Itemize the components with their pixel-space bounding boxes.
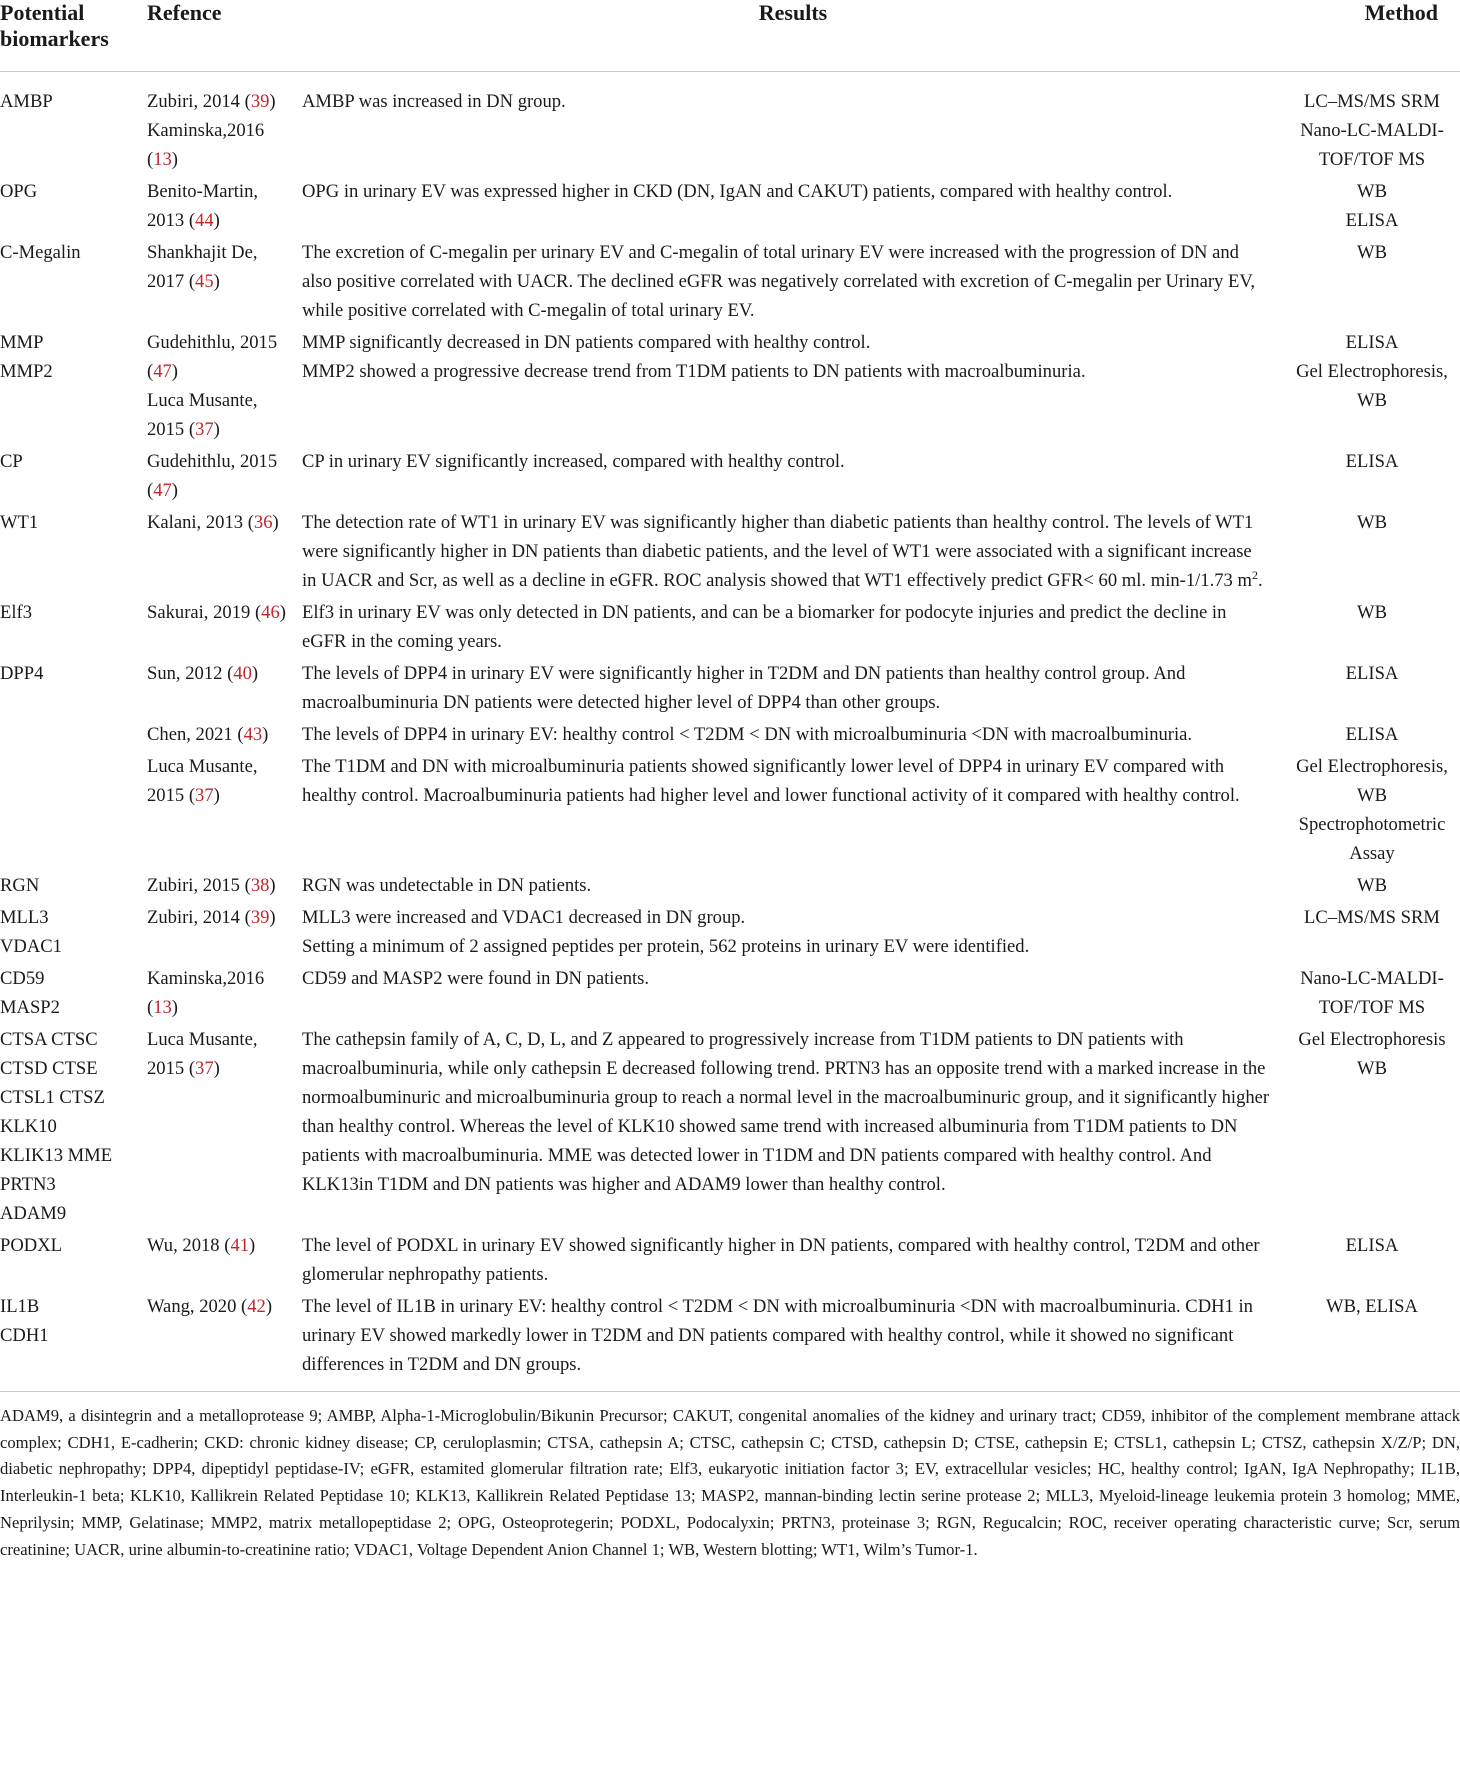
reference-cell [147,720,302,752]
results-sentence: CD59 and MASP2 were found in DN patients. [302,968,650,989]
biomarker-cell [0,964,147,1025]
method-cell [1284,903,1460,964]
reference-citation: Benito-Martin, 2013 (44) [147,181,259,231]
table-body [0,72,1460,1392]
reference-citation: Sun, 2012 (40) [147,663,259,684]
biomarker-name: Elf3 [0,602,33,623]
results-sentence: AMBP was increased in DN group. [302,91,566,112]
biomarker-name: KLK10 [0,1116,57,1137]
results-sentence: Setting a minimum of 2 assigned peptides per protein, 562 proteins in urinary EV were identified. [302,936,1030,957]
table-row [0,238,1460,328]
method-name: WB [1357,875,1387,896]
results-text [302,87,1270,116]
reference-author: Sakurai, 2019 [147,602,251,623]
reference-number-link[interactable]: 46 [261,602,280,623]
table-row [0,659,1460,720]
results-cell [302,177,1284,238]
reference-citation: Luca Musante, 2015 (37) [147,390,258,440]
method-cell [1284,508,1460,598]
results-sentence: The T1DM and DN with microalbuminuria patients showed significantly lower level of DPP4 in urinary EV compared with healthy control. Macroalbuminuria patients had higher level and lower functional activity of it compared with healthy control. [302,756,1240,806]
reference-number-link[interactable]: 40 [233,663,252,684]
biomarker-name: MMP [0,332,44,353]
reference-number-link[interactable]: 41 [230,1235,250,1256]
biomarker-cell [0,659,147,720]
results-cell [302,328,1284,447]
method-name: Spectrophotometric Assay [1298,814,1446,864]
results-text [302,871,1270,900]
biomarker-cell [0,72,147,178]
biomarker-name: CP [0,451,23,472]
results-cell [302,903,1284,964]
reference-citation: Wu, 2018 (41) [147,1235,256,1256]
reference-number-link[interactable]: 42 [247,1296,266,1317]
reference-citation: Sakurai, 2019 (46) [147,602,286,623]
reference-author: Zubiri, 2014 [147,907,240,928]
results-text [302,903,1270,932]
results-text [302,1292,1270,1379]
reference-cell [147,238,302,328]
results-text [302,659,1270,717]
method-name: ELISA [1345,663,1399,684]
reference-author: Gudehithlu, 2015 [147,451,278,472]
biomarker-cell [0,1025,147,1231]
reference-number-link[interactable]: 39 [250,907,270,928]
reference-number-link[interactable]: 36 [253,512,273,533]
reference-cell [147,1292,302,1392]
results-text [302,720,1270,749]
results-cell [302,964,1284,1025]
biomarker-name: C-Megalin [0,242,81,263]
method-name: ELISA [1345,451,1399,472]
reference-author: Gudehithlu, 2015 [147,332,278,353]
results-text [302,177,1270,206]
results-cell [302,871,1284,903]
results-cell [302,659,1284,720]
table-row [0,1025,1460,1231]
reference-author: Zubiri, 2014 [147,91,240,112]
reference-citation: Luca Musante, 2015 (37) [147,1029,258,1079]
method-name: Gel Electrophoresis, WB [1296,361,1448,411]
method-name: ELISA [1345,1235,1399,1256]
header-biomarkers: Potential biomarkers [0,0,147,72]
results-sentence: The levels of DPP4 in urinary EV: healthy control < T2DM < DN with microalbuminuria <DN with macroalbuminuria. [302,724,1193,745]
table-row [0,964,1460,1025]
reference-cell [147,1231,302,1292]
reference-cell [147,447,302,508]
reference-number-link[interactable]: 13 [153,997,172,1018]
header-results: Results [302,0,1284,72]
method-cell [1284,659,1460,720]
reference-citation: Luca Musante, 2015 (37) [147,756,258,806]
method-cell [1284,177,1460,238]
reference-author: Luca Musante, 2015 [147,390,258,440]
table-header [0,0,1460,72]
biomarker-name: CTSA CTSC [0,1029,98,1050]
reference-citation: Zubiri, 2015 (38) [147,875,276,896]
reference-number-link[interactable]: 45 [195,271,214,292]
reference-cell [147,328,302,447]
reference-number-link[interactable]: 39 [250,91,270,112]
results-cell [302,720,1284,752]
reference-cell [147,964,302,1025]
reference-author: Wang, 2020 [147,1296,237,1317]
results-text [302,1025,1270,1199]
biomarker-name: DPP4 [0,663,44,684]
table-row [0,720,1460,752]
reference-author: Luca Musante, 2015 [147,756,258,806]
results-cell [302,1231,1284,1292]
reference-number-link[interactable]: 47 [153,480,172,501]
table-row [0,598,1460,659]
results-cell [302,598,1284,659]
table-row [0,1231,1460,1292]
reference-cell [147,752,302,871]
method-name: ELISA [1345,724,1399,745]
results-sentence: CP in urinary EV significantly increased, compared with healthy control. [302,451,845,472]
method-cell [1284,1025,1460,1231]
biomarker-cell [0,720,147,752]
reference-author: Wu, 2018 [147,1235,220,1256]
reference-number-link[interactable]: 37 [195,419,214,440]
biomarker-name: VDAC1 [0,936,62,957]
reference-author: Benito-Martin, 2013 [147,181,259,231]
results-text [302,598,1270,656]
results-sentence: The level of PODXL in urinary EV showed significantly higher in DN patients, compared with healthy control, T2DM and other glomerular nephropathy patients. [302,1235,1260,1285]
biomarker-cell [0,598,147,659]
results-sentence: MMP2 showed a progressive decrease trend from T1DM patients to DN patients with macroalbuminuria. [302,361,1086,382]
reference-citation: Kaminska,2016 (13) [147,968,265,1018]
biomarker-name: CTSL1 CTSZ [0,1087,105,1108]
results-sentence: OPG in urinary EV was expressed higher in CKD (DN, IgAN and CAKUT) patients, compared with healthy control. [302,181,1173,202]
reference-author: Luca Musante, 2015 [147,1029,258,1079]
reference-number-link[interactable]: 38 [250,875,270,896]
method-cell [1284,1231,1460,1292]
table-row [0,177,1460,238]
biomarker-name: MMP2 [0,361,53,382]
results-cell [302,508,1284,598]
reference-author: Sun, 2012 [147,663,223,684]
reference-cell [147,659,302,720]
table-row [0,508,1460,598]
results-cell [302,447,1284,508]
table-row [0,447,1460,508]
method-name: ELISA [1345,332,1399,353]
results-tail: . [1257,570,1263,591]
results-sentence: Elf3 in urinary EV was only detected in DN patients, and can be a biomarker for podocyte injuries and predict the decline in eGFR in the coming years. [302,602,1227,652]
header-reference: Refence [147,0,302,72]
results-sentence: MMP significantly decreased in DN patients compared with healthy control. [302,332,871,353]
results-cell [302,1025,1284,1231]
results-sentence: The level of IL1B in urinary EV: healthy control < T2DM < DN with microalbuminuria <DN with macroalbuminuria. CDH1 in urinary EV showed markedly lower in T2DM and DN patients compared with healthy control, while it showed no significant differences in T2DM and DN groups. [302,1296,1253,1375]
reference-number-link[interactable]: 43 [243,724,263,745]
results-text [302,1231,1270,1289]
reference-author: Shankhajit De, 2017 [147,242,258,292]
biomarker-name: OPG [0,181,38,202]
header-method: Method [1284,0,1460,72]
reference-author: Kaminska,2016 [147,120,265,141]
results-sentence: The cathepsin family of A, C, D, L, and Z appeared to progressively increase from T1DM patients to DN patients with macroalbuminuria, while only cathepsin E decreased following trend. PRTN3 has an opposite trend with a marked increase in the normoalbuminuric and microalbuminuria group to reach a normal level in the macroalbuminuric group, and it significantly higher than healthy control. Whereas the level of KLK10 showed same trend with increased albuminuria from T1DM patients to DN patients with macroalbuminuria. MME was detected lower in T1DM and DN patients compared with healthy control. And KLK13in T1DM and DN patients was higher and ADAM9 lower than healthy control. [302,1029,1270,1195]
reference-citation: Wang, 2020 (42) [147,1296,273,1317]
method-cell [1284,720,1460,752]
results-cell [302,72,1284,178]
results-sentence: RGN was undetectable in DN patients. [302,875,592,896]
biomarker-name: WT1 [0,512,39,533]
table-row [0,72,1460,178]
method-name: Nano-LC-MALDI-TOF/TOF MS [1300,120,1444,170]
results-cell [302,238,1284,328]
results-sentence: The excretion of C-megalin per urinary EV and C-megalin of total urinary EV were increased with the progression of DN and also positive correlated with UACR. The declined eGFR was negatively correlated with excretion of C-megalin per Urinary EV, while positive correlated with C-megalin of total urinary EV. [302,242,1256,321]
biomarker-cell [0,328,147,447]
results-text [302,238,1270,325]
reference-cell [147,177,302,238]
header-row [0,0,1460,72]
table-row [0,752,1460,871]
table-row [0,871,1460,903]
biomarker-cell [0,752,147,871]
reference-cell [147,508,302,598]
reference-number-link[interactable]: 47 [153,361,172,382]
method-cell [1284,328,1460,447]
reference-citation: Gudehithlu, 2015 (47) [147,332,278,382]
biomarker-cell [0,871,147,903]
reference-author: Zubiri, 2015 [147,875,240,896]
results-text [302,357,1270,386]
reference-cell [147,903,302,964]
reference-citation: Kaminska,2016 (13) [147,120,265,170]
reference-number-link[interactable]: 13 [153,149,172,170]
reference-citation: Zubiri, 2014 (39) [147,907,276,928]
reference-cell [147,871,302,903]
method-name: LC–MS/MS SRM [1304,91,1440,112]
reference-author: Kalani, 2013 [147,512,244,533]
reference-cell [147,598,302,659]
method-name: WB [1357,512,1387,533]
biomarker-name: IL1B [0,1296,40,1317]
biomarker-name: PRTN3 [0,1174,56,1195]
method-cell [1284,1292,1460,1392]
reference-citation: Chen, 2021 (43) [147,724,269,745]
table-footnote: ADAM9, a disintegrin and a metalloprotease 9; AMBP, Alpha-1-Microglobulin/Bikunin Precursor; CAKUT, congenital anomalies of the kidney and urinary tract; CD59, inhibitor of the complement membrane attack complex; CDH1, E-cadherin; CKD: chronic kidney disease; CP, ceruloplasmin; CTSA, cathepsin A; CTSC, cathepsin C; CTSD, cathepsin D; CTSE, cathepsin E; CTSL1, cathepsin L; CTSZ, cathepsin X/Z/P; DN, diabetic nephropathy; DPP4, dipeptidyl peptidase-IV; eGFR, estamited glomerular filtration rate; Elf3, eukaryotic initiation factor 3; EV, extracellular vesicles; HC, healthy control; IgAN, IgA Nephropathy; IL1B, Interleukin-1 beta; KLK10, Kallikrein Related Peptidase 10; KLK13, Kallikrein Related Peptidase 13; MASP2, mannan-binding lectin serine protease 2; MLL3, Myeloid-lineage leukemia protein 3 homolog; MME, Neprilysin; MMP, Gelatinase; MMP2, matrix metallopeptidase 2; OPG, Osteoprotegerin; PODXL, Podocalyxin; PRTN3, proteinase 3; RGN, Regucalcin; ROC, receiver operating characteristic curve; Scr, serum creatinine; UACR, urine albumin-to-creatinine ratio; VDAC1, Voltage Dependent Anion Channel 1; WB, Western blotting; WT1, Wilm’s Tumor-1. [0,1406,1460,1559]
reference-citation: Shankhajit De, 2017 (45) [147,242,258,292]
results-sentence: MLL3 were increased and VDAC1 decreased in DN group. [302,907,746,928]
results-text [302,932,1270,961]
reference-citation: Kalani, 2013 (36) [147,512,279,533]
results-text [302,752,1270,810]
results-text [302,964,1270,993]
results-text [302,508,1270,595]
biomarker-name: CD59 [0,968,45,989]
biomarker-name: CDH1 [0,1325,49,1346]
biomarker-name: KLIK13 MME [0,1145,113,1166]
biomarker-name: MASP2 [0,997,60,1018]
biomarker-name: CTSD CTSE [0,1058,98,1079]
biomarker-name: RGN [0,875,40,896]
reference-number-link[interactable]: 44 [195,210,214,231]
method-name: WB, ELISA [1326,1296,1418,1317]
results-text [302,447,1270,476]
results-text [302,328,1270,357]
method-name: WB [1357,602,1387,623]
biomarker-cell [0,1231,147,1292]
biomarker-name: ADAM9 [0,1203,67,1224]
biomarker-cell [0,1292,147,1392]
table-row [0,328,1460,447]
method-cell [1284,871,1460,903]
method-name: Gel Electrophoresis WB [1298,1029,1446,1079]
method-name: Gel Electrophoresis, WB [1296,756,1448,806]
biomarker-cell [0,238,147,328]
reference-cell [147,72,302,178]
results-cell [302,1292,1284,1392]
method-cell [1284,752,1460,871]
results-cell [302,752,1284,871]
reference-author: Chen, 2021 [147,724,233,745]
biomarker-cell [0,177,147,238]
biomarker-cell [0,447,147,508]
biomarker-name: PODXL [0,1235,62,1256]
reference-cell [147,1025,302,1231]
results-sentence: The detection rate of WT1 in urinary EV was significantly higher than diabetic patients than healthy control. The levels of WT1 were significantly higher in DN patients than diabetic patients, and the level of WT1 were associated with a significant increase in UACR and Scr, as well as a decline in eGFR. ROC analysis showed that WT1 effectively predict GFR< 60 ml. min-1/1.73 m [302,512,1254,591]
method-name: ELISA [1345,210,1399,231]
reference-citation: Gudehithlu, 2015 (47) [147,451,278,501]
method-cell [1284,598,1460,659]
method-name: LC–MS/MS SRM [1304,907,1440,928]
method-name: Nano-LC-MALDI-TOF/TOF MS [1300,968,1444,1018]
table-row [0,1292,1460,1392]
biomarker-cell [0,508,147,598]
method-name: WB [1357,242,1387,263]
reference-citation: Zubiri, 2014 (39) [147,91,276,112]
biomarker-name: MLL3 [0,907,49,928]
biomarker-name: AMBP [0,91,53,112]
reference-number-link[interactable]: 37 [195,785,214,806]
method-cell [1284,238,1460,328]
superscript: 2 [1251,568,1258,582]
reference-author: Kaminska,2016 [147,968,265,989]
biomarker-cell [0,903,147,964]
method-cell [1284,964,1460,1025]
reference-number-link[interactable]: 37 [195,1058,214,1079]
results-sentence: The levels of DPP4 in urinary EV were significantly higher in T2DM and DN patients than healthy control group. And macroalbuminuria DN patients were detected higher level of DPP4 than other groups. [302,663,1186,713]
method-cell [1284,72,1460,178]
method-name: WB [1357,181,1387,202]
method-cell [1284,447,1460,508]
table-row [0,903,1460,964]
